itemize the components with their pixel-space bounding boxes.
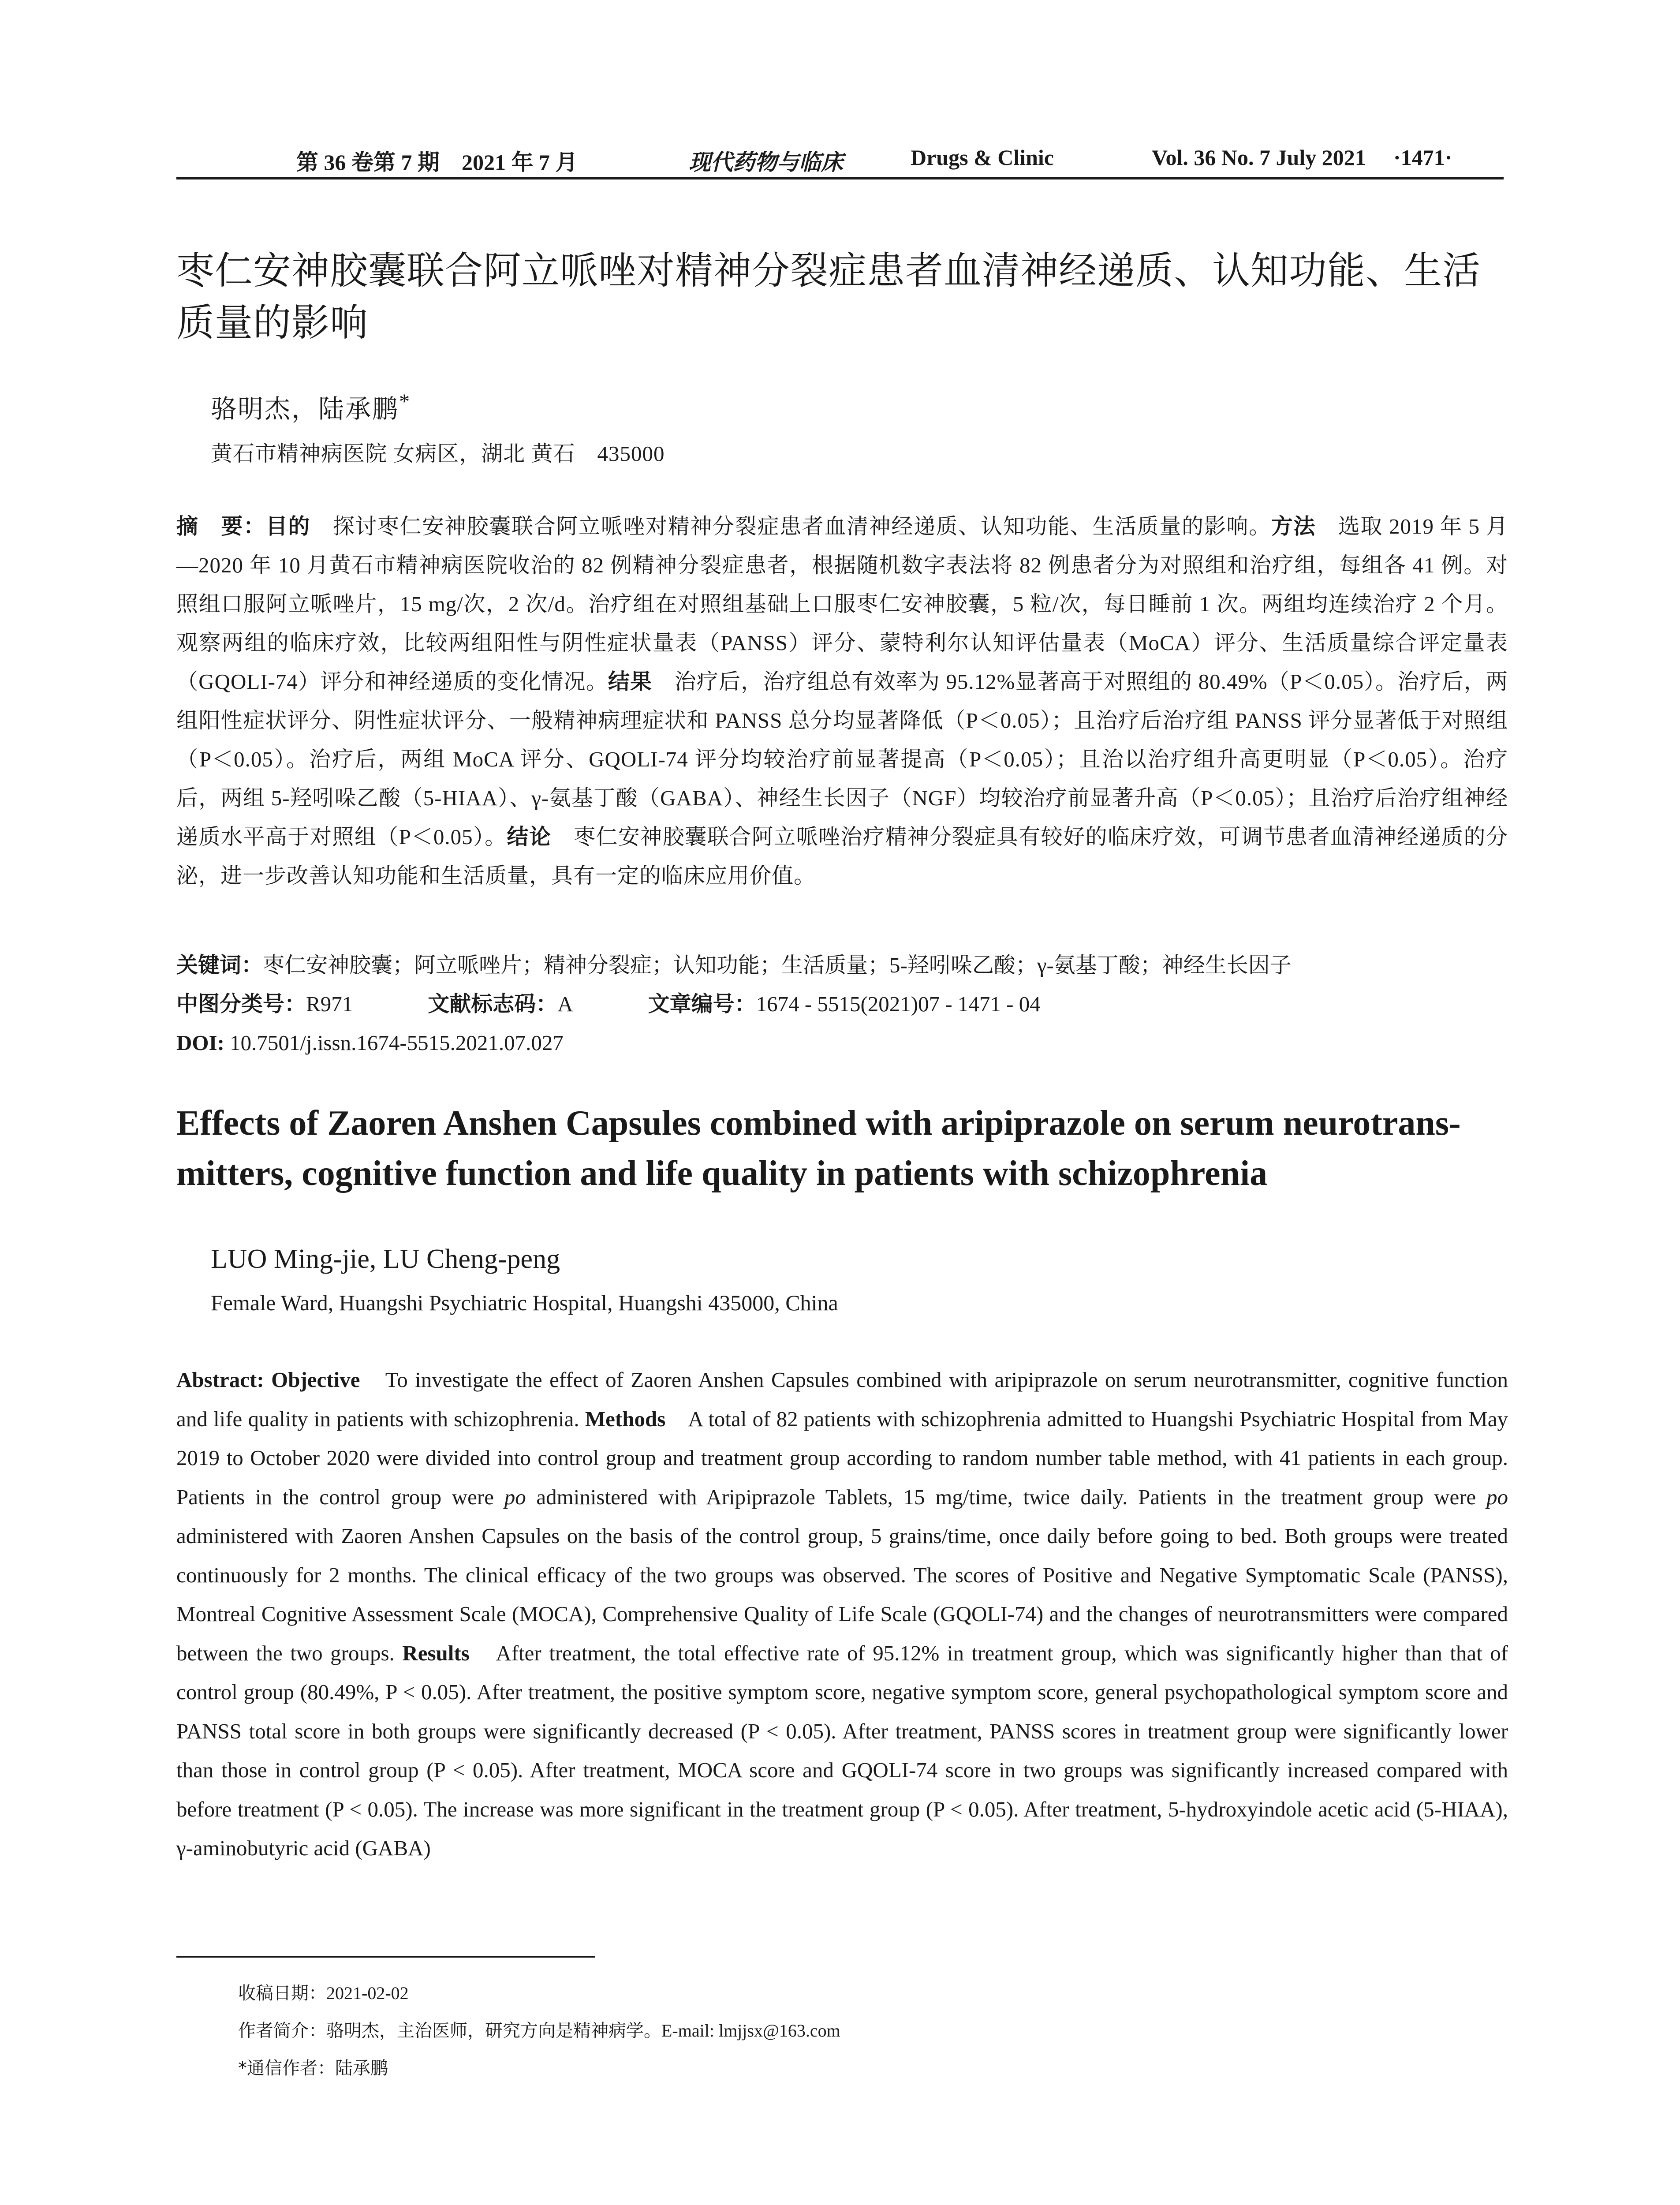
en-methods-label: Methods	[585, 1406, 666, 1431]
cn-objective-label: 目的	[265, 514, 311, 539]
header-journal-cn: 现代药物与临床	[689, 150, 843, 175]
en-abstract-label: Abstract:	[176, 1368, 264, 1392]
en-authors: LUO Ming-jie, LU Cheng-peng	[211, 1244, 560, 1274]
corresponding-mark: *	[399, 390, 411, 414]
en-affiliation: Female Ward, Huangshi Psychiatric Hospital, Huangshi 435000, China	[211, 1290, 838, 1315]
cn-author-names: 骆明杰，陆承鹏	[211, 395, 399, 423]
doi-link[interactable]: 10.7501/j.issn.1674-5515.2021.07.027	[224, 1031, 564, 1055]
doc-code-label: 文献标志码：	[428, 991, 558, 1017]
bio-text: 骆明杰，主治医师，研究方向是精神病学。E-mail: lmjjsx@163.com	[326, 2021, 840, 2041]
en-results-label: Results	[402, 1641, 470, 1665]
cn-conclusion-text: 枣仁安神胶囊联合阿立哌唑治疗精神分裂症具有较好的临床疗效，可调节患者血清神经递质的分泌，进一步改善认知功能和生活质量，具有一定的临床应用价值。	[176, 825, 1508, 888]
corr-label: *通信作者：	[238, 2058, 335, 2078]
en-methods-text-b: administered with Aripiprazole Tablets, 15 mg/time, twice daily. Patients in the treatment group were	[526, 1484, 1486, 1509]
footnote-author-bio	[238, 2013, 840, 2048]
clc-value: R971	[306, 992, 353, 1016]
cn-conclusion-label: 结论	[507, 824, 552, 849]
header-rule	[176, 177, 1504, 179]
cn-title: 枣仁安神胶囊联合阿立哌唑对精神分裂症患者血清神经递质、认知功能、生活质量的影响	[176, 249, 1481, 345]
en-abstract	[176, 1360, 1508, 1868]
cn-results-text: 治疗后，治疗组总有效率为 95.12%显著高于对照组的 80.49%（P＜0.05）。治疗后，两组阳性症状评分、阴性症状评分、一般精神病理症状和 PANSS 总分均显著降低（P＜0.05）；且治疗后治疗组 PANSS 评分显著低于对照组（P＜0.05）。治疗后，两组 MoCA 评分、GQOLI-74 评分均较治疗前显著提高（P＜0.05）；且治以治疗组升高更明显（P＜0.05）。治疗后，两组 5-羟吲哚乙酸（5-HIAA）、γ-氨基丁酸（GABA）、神经生长因子（NGF）均较治疗前显著升高（P＜0.05）；且治疗后治疗组神经递质水平高于对照组（P＜0.05）。	[176, 669, 1508, 849]
en-po-1: po	[504, 1484, 526, 1509]
cn-abstract	[176, 507, 1508, 895]
footnote-received	[238, 1976, 409, 2011]
header-volume-cn: 第 36 卷第 7 期 2021 年 7 月	[296, 150, 578, 175]
article-no-value: 1674 - 5515(2021)07 - 1471 - 04	[756, 992, 1041, 1016]
cn-classification	[176, 985, 1041, 1024]
bio-label: 作者简介：	[238, 2021, 326, 2041]
header-page-number: ·1471·	[1393, 145, 1452, 170]
received-date: 2021-02-02	[326, 1983, 409, 2003]
article-no-label: 文章编号：	[648, 991, 756, 1017]
header-volume-en: Vol. 36 No. 7 July 2021	[1152, 145, 1366, 170]
en-po-2: po	[1486, 1484, 1508, 1509]
received-label: 收稿日期：	[238, 1983, 326, 2003]
corr-name: 陆承鹏	[335, 2058, 388, 2078]
keywords-text: 枣仁安神胶囊；阿立哌唑片；精神分裂症；认知功能；生活质量；5-羟吲哚乙酸；γ-氨基丁酸；神经生长因子	[263, 953, 1292, 977]
en-objective-label: Objective	[271, 1368, 360, 1392]
en-methods-text-c: administered with Zaoren Anshen Capsules on the basis of the control group, 5 grains/time, once daily before going to bed. Both groups were treated continuously for 2 months. The clinical efficacy of the two groups was observed. The scores of Positive and Negative Symptomatic Scale (PANSS), Montreal Cognitive Assessment Scale (MOCA), Comprehensive Quality of Life Scale (GQOLI-74) and the changes of neurotransmitters were compared between the two groups.	[176, 1524, 1508, 1665]
running-header	[176, 140, 1504, 176]
cn-methods-label: 方法	[1271, 514, 1316, 539]
en-methods-text-a: A total of 82 patients with schizophrenia admitted to Huangshi Psychiatric Hospital from May 2019 to October 2020 were divided into control group and treatment group according to random number table method, with 41 patients in each group. Patients in the control group were	[176, 1406, 1508, 1509]
doc-code-value: A	[557, 992, 573, 1016]
cn-keywords	[176, 946, 1292, 985]
keywords-label: 关键词：	[176, 953, 263, 978]
cn-affiliation: 黄石市精神病医院 女病区，湖北 黄石 435000	[211, 441, 665, 466]
header-journal-en: Drugs & Clinic	[911, 145, 1054, 170]
en-objective-text: To investigate the effect of Zaoren Anshen Capsules combined with aripiprazole on serum neurotransmitter, cognitive function and life quality in patients with schizophrenia.	[176, 1368, 1508, 1431]
cn-objective-text: 探讨枣仁安神胶囊联合阿立哌唑对精神分裂症患者血清神经递质、认知功能、生活质量的影响。	[310, 514, 1271, 538]
en-results-text: After treatment, the total effective rate of 95.12% in treatment group, which was significantly higher than that of control group (80.49%, P < 0.05). After treatment, the positive symptom score, negative symptom score, general psychopathological symptom score and PANSS total score in both groups were significantly decreased (P < 0.05). After treatment, PANSS scores in treatment group were significantly lower than those in control group (P < 0.05). After treatment, MOCA score and GQOLI-74 score in two groups was significantly increased compared with before treatment (P < 0.05). The increase was more significant in the treatment group (P < 0.05). After treatment, 5-hydroxyindole acetic acid (5-HIAA), γ-aminobutyric acid (GABA)	[176, 1641, 1508, 1860]
footnote-corresponding	[238, 2051, 388, 2086]
footnote-rule	[176, 1956, 595, 1958]
cn-results-label: 结果	[608, 669, 653, 694]
cn-authors	[211, 388, 411, 425]
en-title: Effects of Zaoren Anshen Capsules combined with aripiprazole on serum neurotrans-mitters, cognitive function and life quality in patients with schizophrenia	[176, 1104, 1461, 1193]
doi-label: DOI:	[176, 1031, 224, 1055]
clc-label: 中图分类号：	[176, 991, 306, 1017]
cn-abstract-label: 摘 要：	[176, 514, 266, 539]
doi-line	[176, 1024, 564, 1062]
cn-methods-text: 选取 2019 年 5 月—2020 年 10 月黄石市精神病医院收治的 82 例精神分裂症患者，根据随机数字表法将 82 例患者分为对照组和治疗组，每组各 41 例。对照组口服阿立哌唑片，15 mg/次，2 次/d。治疗组在对照组基础上口服枣仁安神胶囊，5 粒/次，每日睡前 1 次。两组均连续治疗 2 个月。观察两组的临床疗效，比较两组阳性与阴性症状量表（PANSS）评分、蒙特利尔认知评估量表（MoCA）评分、生活质量综合评定量表（GQOLI-74）评分和神经递质的变化情况。	[176, 514, 1508, 694]
